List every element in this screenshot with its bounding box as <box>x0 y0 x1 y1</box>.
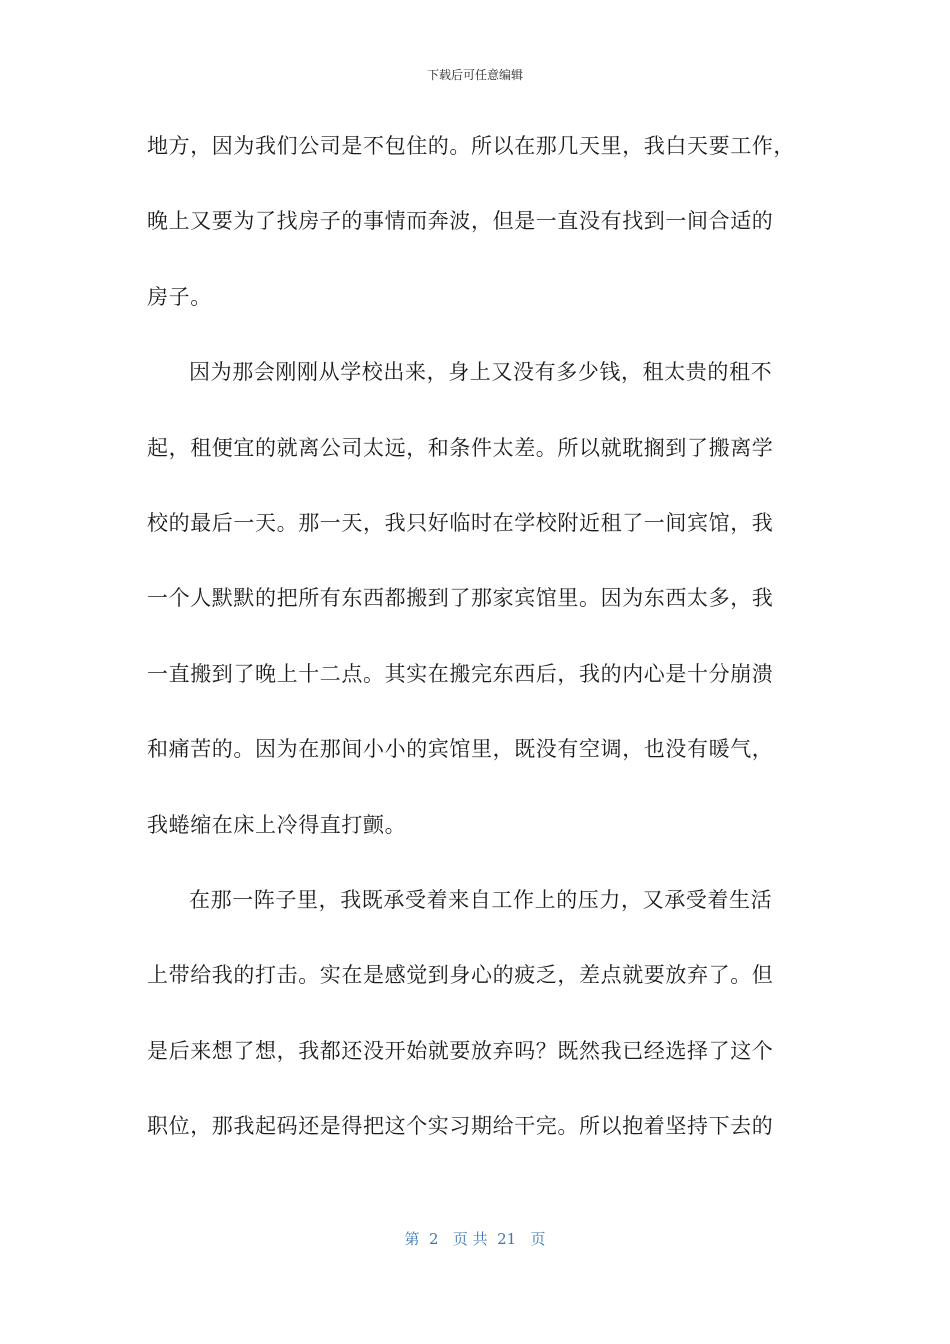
paragraph-first-line: 在那一阵子里，我既承受着来自工作上的压力，又承受着生活 <box>189 887 773 912</box>
text-line: 一个人默默的把所有东西都搬到了那家宾馆里。因为东西太多，我 <box>147 586 774 611</box>
page-header: 下载后可任意编辑 <box>426 68 523 82</box>
text-line: 职位，那我起码还是得把这个实习期给干完。所以抱着坚持下去的 <box>147 1114 774 1139</box>
text-line: 一直搬到了晚上十二点。其实在搬完东西后，我的内心是十分崩溃 <box>147 661 774 686</box>
paragraph-first-line: 因为那会刚刚从学校出来，身上又没有多少钱，租太贵的租不 <box>189 360 773 385</box>
text-line: 是后来想了想，我都还没开始就要放弃吗？既然我已经选择了这个 <box>147 1038 774 1063</box>
text-line: 起，租便宜的就离公司太远，和条件太差。所以就耽搁到了搬离学 <box>147 435 774 460</box>
text-line: 校的最后一天。那一天，我只好临时在学校附近租了一间宾馆，我 <box>147 510 774 535</box>
text-line: 和痛苦的。因为在那间小小的宾馆里，既没有空调，也没有暖气， <box>147 737 774 762</box>
text-line: 我蜷缩在床上冷得直打颤。 <box>147 812 407 837</box>
text-line: 上带给我的打击。实在是感觉到身心的疲乏，差点就要放弃了。但 <box>147 963 774 988</box>
text-line: 房子。 <box>147 284 212 309</box>
text-line: 晚上又要为了找房子的事情而奔波，但是一直没有找到一间合适的 <box>147 209 774 234</box>
text-line: 地方，因为我们公司是不包住的。所以在那几天里，我白天要工作， <box>147 134 795 158</box>
document-body <box>147 118 802 1173</box>
page-number-footer: 第 2 页 共 21 页 <box>404 1230 546 1248</box>
